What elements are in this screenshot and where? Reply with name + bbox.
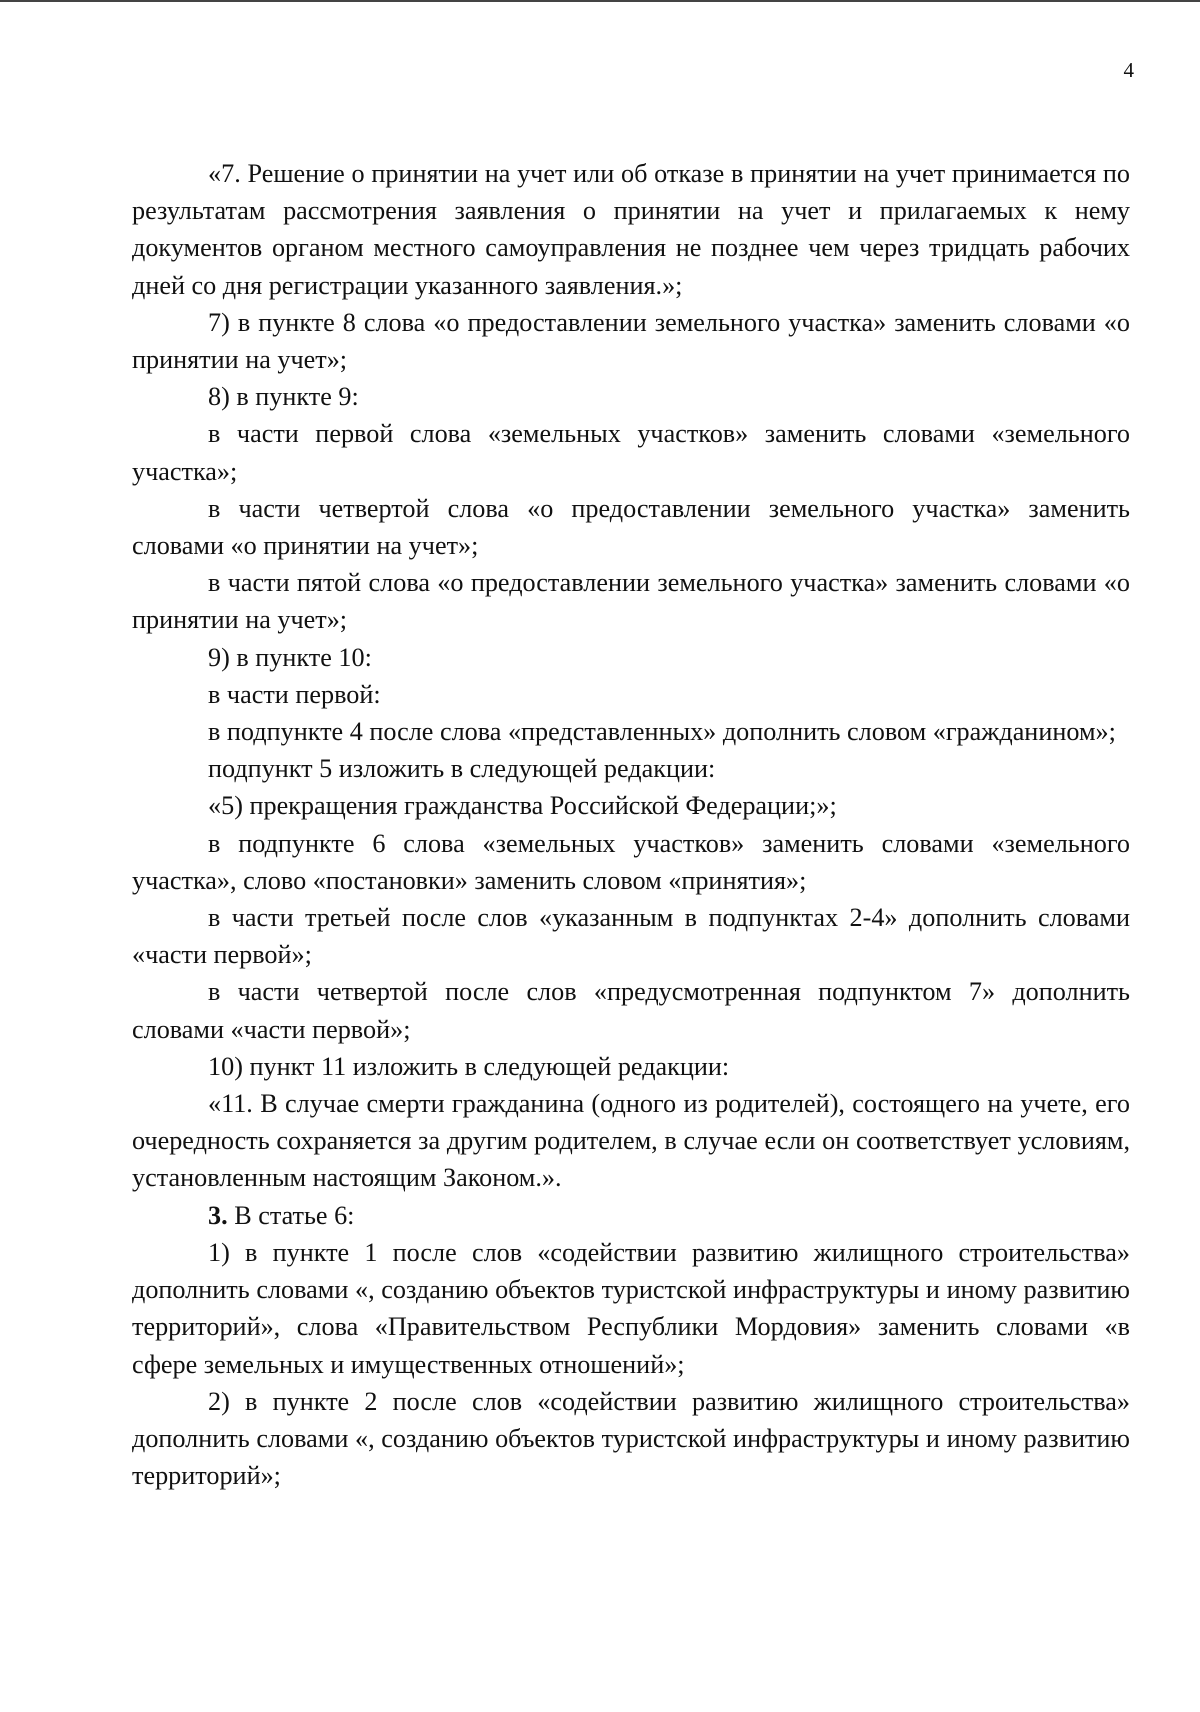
paragraph-part-first-intro: в части первой: <box>208 679 381 709</box>
paragraph-subitem-10: 10) пункт 11 изложить в следующей редакции: <box>208 1051 730 1081</box>
paragraph-part-fifth: в части пятой слова «о предоставлении земельного участка» заменить словами «о принятии на учет»; <box>132 568 1130 635</box>
paragraph-subitem-8: 8) в пункте 9: <box>208 382 359 412</box>
paragraph-item-11-text: «11. В случае смерти гражданина (одного из родителей), состоящего на учете, его очередность сохраняется за другим родителем, в случае если он соответствует условиям, установленным настоящим Законом.». <box>132 1089 1130 1193</box>
paragraph-subitem-9: 9) в пункте 10: <box>208 642 372 672</box>
page-number: 4 <box>1123 58 1134 82</box>
paragraph-subpoint-5-intro: подпункт 5 изложить в следующей редакции: <box>208 754 716 784</box>
paragraph-part-fourth-b: в части четвертой после слов «предусмотренная подпунктом 7» дополнить словами «части первой»; <box>132 977 1130 1044</box>
paragraph-article-6-heading <box>132 1197 1130 1234</box>
paragraph-part-first: в части первой слова «земельных участков» заменить словами «земельного участка»; <box>132 419 1130 486</box>
document-body <box>132 155 1130 1494</box>
paragraph-part-third: в части третьей после слов «указанным в подпунктах 2-4» дополнить словами «части первой»; <box>132 903 1130 970</box>
paragraph-subpoint-5-text: «5) прекращения гражданства Российской Федерации;»; <box>208 791 837 821</box>
paragraph-subpoint-6: в подпункте 6 слова «земельных участков» заменить словами «земельного участка», слово «постановки» заменить словом «принятия»; <box>132 828 1130 895</box>
article-heading-text: В статье 6: <box>227 1200 355 1230</box>
paragraph-article-6-point-1: 1) в пункте 1 после слов «содействии развитию жилищного строительства» дополнить словами «, созданию объектов туристской инфраструктуры и иному развитию территорий», слова «Правительством Республики Мордовия» заменить словами «в сфере земельных и имущественных отношений»; <box>132 1237 1130 1379</box>
paragraph-subpoint-4: в подпункте 4 после слова «представленных» дополнить словом «гражданином»; <box>208 717 1116 747</box>
paragraph-article-6-point-2: 2) в пункте 2 после слов «содействии развитию жилищного строительства» дополнить словами «, созданию объектов туристской инфраструктуры и иному развитию территорий»; <box>132 1386 1130 1491</box>
paragraph-part-fourth: в части четвертой слова «о предоставлении земельного участка» заменить словами «о принятии на учет»; <box>132 493 1130 561</box>
paragraph-subitem-7: 7) в пункте 8 слова «о предоставлении земельного участка» заменить словами «о принятии на учет»; <box>132 307 1130 375</box>
paragraph-item-7-text: «7. Решение о принятии на учет или об отказе в принятии на учет принимается по результатам рассмотрения заявления о принятии на учет и прилагаемых к нему документов органом местного самоуправления не позднее чем через тридцать рабочих дней со дня регистрации указанного заявления.»; <box>132 159 1130 300</box>
article-number: 3. <box>208 1200 228 1230</box>
scan-top-border <box>0 0 1200 2</box>
